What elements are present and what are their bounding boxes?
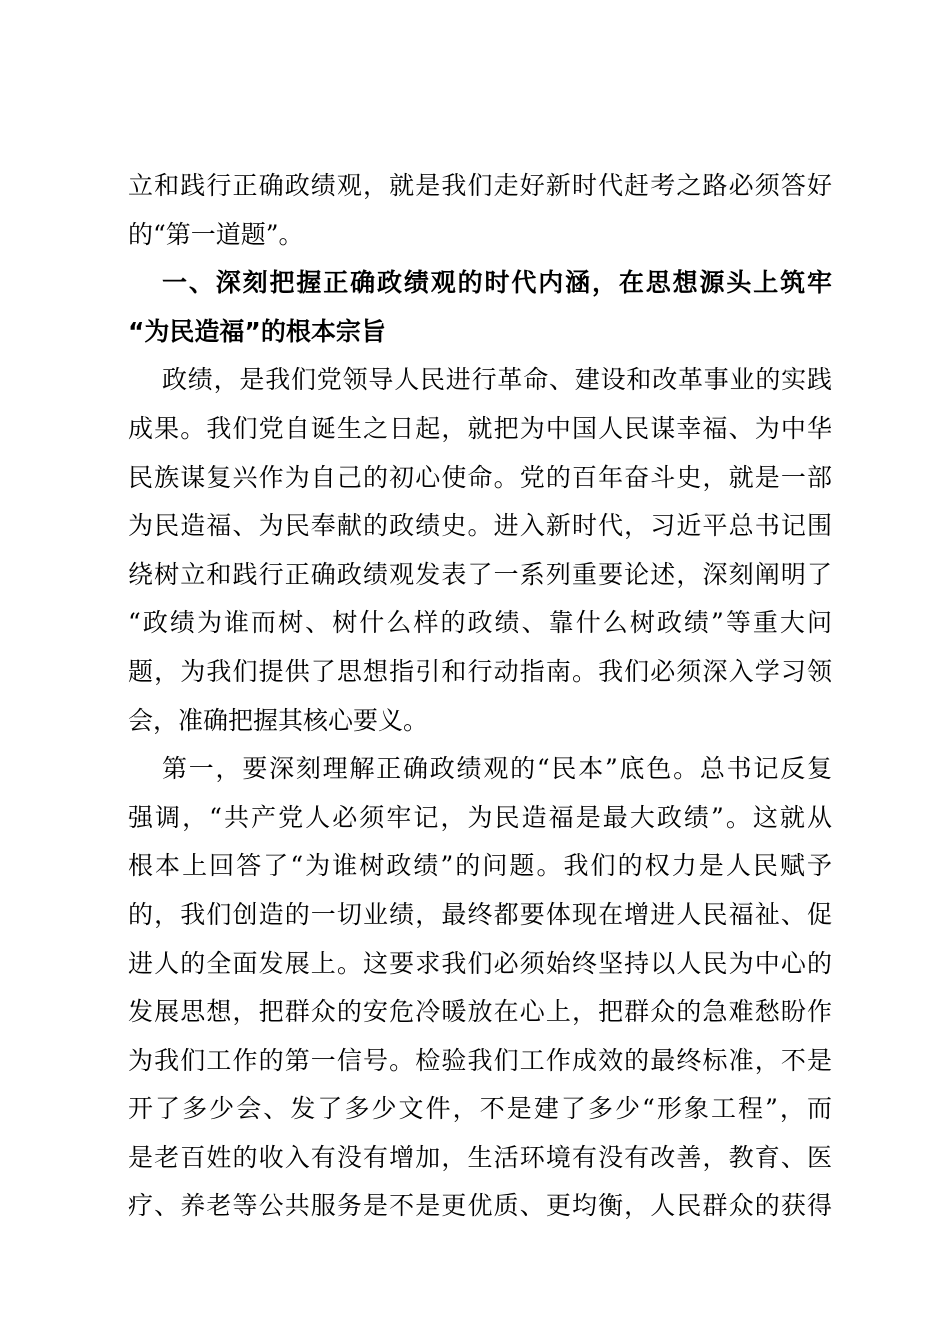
- text-line: 为我们工作的第一信号。检验我们工作成效的最终标准，不是: [128, 1045, 832, 1075]
- heading-line: 一、深刻把握正确政绩观的时代内涵，在思想源头上筑牢: [162, 268, 832, 298]
- text-line: 绕树立和践行正确政绩观发表了一系列重要论述，深刻阐明了: [128, 559, 832, 589]
- text-line: 第一，要深刻理解正确政绩观的“民本”底色。总书记反复: [162, 754, 832, 784]
- text-line: 民族谋复兴作为自己的初心使命。党的百年奋斗史，就是一部: [128, 462, 832, 492]
- text-line: 立和践行正确政绩观，就是我们走好新时代赶考之路必须答好: [128, 171, 832, 200]
- paragraph-2: [128, 356, 832, 745]
- heading-line: “为民造福”的根本宗旨: [128, 316, 386, 346]
- text-line: 根本上回答了“为谁树政绩”的问题。我们的权力是人民赋予: [128, 851, 832, 881]
- text-line: 为民造福、为民奉献的政绩史。进入新时代，习近平总书记围: [128, 511, 832, 541]
- text-line: 题，为我们提供了思想指引和行动指南。我们必须深入学习领: [128, 656, 832, 686]
- text-line: 疗、养老等公共服务是不是更优质、更均衡，人民群众的获得: [128, 1191, 832, 1221]
- text-line: “政绩为谁而树、树什么样的政绩、靠什么树政绩”等重大问: [128, 608, 832, 638]
- text-line: 的，我们创造的一切业绩，最终都要体现在增进人民福祉、促: [128, 899, 832, 929]
- document-body: [128, 162, 832, 1231]
- paragraph-3: [128, 745, 832, 1231]
- paragraph-continued: [128, 162, 832, 259]
- text-line: 政绩，是我们党领导人民进行革命、建设和改革事业的实践: [162, 365, 832, 395]
- text-line: 成果。我们党自诞生之日起，就把为中国人民谋幸福、为中华: [128, 413, 832, 443]
- text-line: 发展思想，把群众的安危冷暖放在心上，把群众的急难愁盼作: [128, 997, 832, 1027]
- text-line: 会，准确把握其核心要义。: [128, 705, 429, 735]
- text-line: 开了多少会、发了多少文件，不是建了多少“形象工程”，而: [128, 1094, 832, 1124]
- text-line: 进人的全面发展上。这要求我们必须始终坚持以人民为中心的: [128, 948, 832, 978]
- text-line: 是老百姓的收入有没有增加，生活环境有没有改善，教育、医: [128, 1142, 832, 1172]
- text-line: 的“第一道题”。: [128, 219, 304, 249]
- section-heading-1: [128, 259, 832, 356]
- text-line: 强调，“共产党人必须牢记，为民造福是最大政绩”。这就从: [128, 802, 832, 832]
